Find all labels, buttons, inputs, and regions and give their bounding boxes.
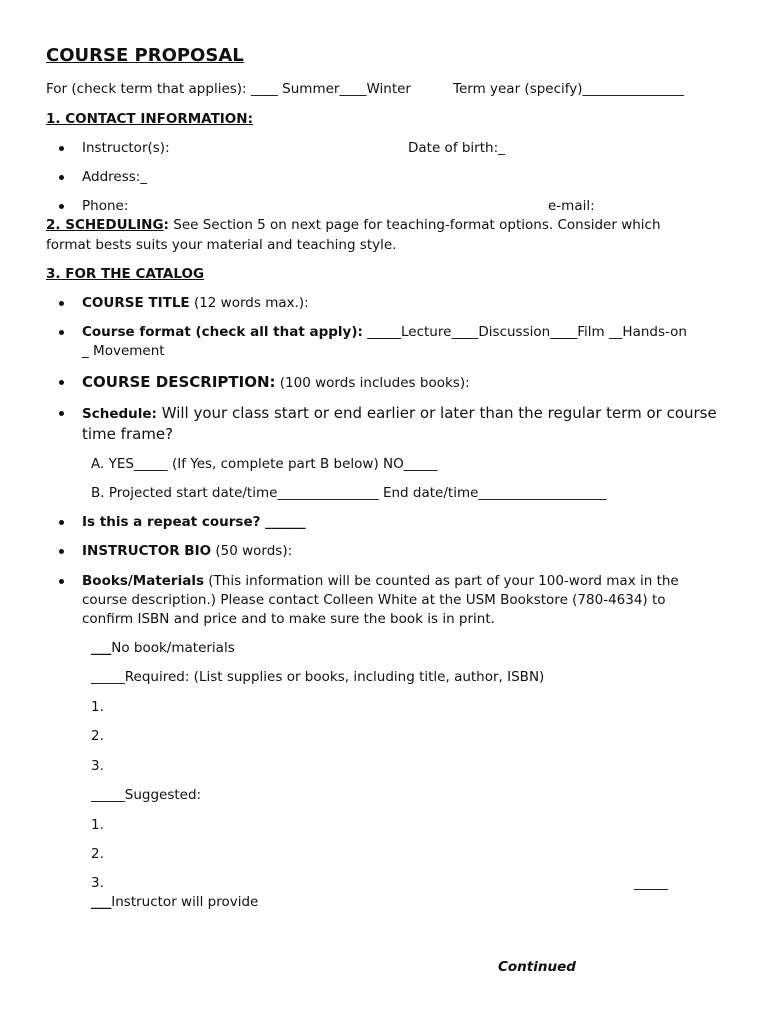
schedule-option-a: A. YES_____ (If Yes, complete part B below) NO_____	[91, 456, 438, 472]
books-row-1	[82, 572, 679, 591]
bullet	[59, 380, 64, 385]
schedule-row	[82, 404, 717, 424]
books-label: Books/Materials	[82, 573, 204, 589]
instructor-provide-row	[91, 893, 258, 912]
section2-text1: See Section 5 on next page for teaching-format options. Consider which	[168, 217, 661, 233]
repeat-course-label: Is this a repeat course? ______	[82, 514, 306, 530]
no-book-row	[91, 639, 235, 658]
bullet	[59, 549, 64, 554]
bullet	[59, 175, 64, 180]
course-description-note: (100 words includes books):	[275, 375, 470, 391]
section1-heading: 1. CONTACT INFORMATION:	[46, 111, 253, 127]
suggested-item-3: 3.	[91, 875, 104, 891]
course-description-label: COURSE DESCRIPTION:	[82, 373, 276, 391]
books-line-3: confirm ISBN and price and to make sure the book is in print.	[82, 611, 495, 627]
required-item-2: 2.	[91, 728, 104, 744]
schedule-question-1: Will your class start or end earlier or later than the regular term or course	[156, 404, 717, 422]
instructor-provide-label: Instructor will provide	[111, 894, 259, 910]
no-book-label: No book/materials	[111, 640, 235, 656]
schedule-question-2: time frame?	[82, 425, 174, 443]
suggested-item-2: 2.	[91, 846, 104, 862]
term-line	[46, 80, 411, 99]
required-item-1: 1.	[91, 699, 104, 715]
term-check-text: For (check term that applies): ____ Summer____Winter	[46, 81, 411, 97]
instructor-bio-row	[82, 542, 292, 561]
page-title: COURSE PROPOSAL	[46, 45, 244, 66]
suggested-item-1: 1.	[91, 817, 104, 833]
instructor-provide-blank: ___	[91, 894, 112, 910]
books-line-1: (This information will be counted as part of your 100-word max in the	[204, 573, 679, 589]
schedule-option-b: B. Projected start date/time_______________ End date/time___________________	[91, 485, 607, 501]
email-label: e-mail:	[548, 198, 595, 214]
instructor-label: Instructor(s):	[82, 140, 170, 156]
schedule-label: Schedule:	[82, 406, 157, 422]
course-title-row	[82, 294, 309, 313]
right-blank: _____	[634, 875, 668, 891]
course-format-options: _____Lecture____Discussion____Film __Hands-on	[362, 324, 687, 340]
instructor-bio-label: INSTRUCTOR BIO	[82, 543, 212, 559]
course-description-row	[82, 373, 470, 393]
suggested-row: _____Suggested:	[91, 787, 202, 803]
instructor-bio-note: (50 words):	[211, 543, 293, 559]
no-book-blank: ___	[91, 640, 112, 656]
bullet	[59, 146, 64, 151]
required-item-3: 3.	[91, 758, 104, 774]
bullet	[59, 520, 64, 525]
bullet	[59, 579, 64, 584]
bullet	[59, 301, 64, 306]
course-format-label: Course format (check all that apply):	[82, 324, 363, 340]
course-format-options-2: _ Movement	[82, 343, 165, 359]
bullet	[59, 204, 64, 209]
section3-heading: 3. FOR THE CATALOG	[46, 266, 205, 282]
section2-colon: :	[163, 217, 169, 233]
course-title-label: COURSE TITLE	[82, 295, 190, 311]
books-line-2: course description.) Please contact Colleen White at the USM Bookstore (780-4634) to	[82, 592, 666, 608]
section2-line1	[46, 216, 661, 235]
bullet	[59, 330, 64, 335]
course-format-row	[82, 323, 687, 342]
term-year-field: Term year (specify)_______________	[453, 81, 684, 97]
continued-label: Continued	[498, 959, 576, 975]
dob-label: Date of birth:_	[408, 140, 505, 156]
address-label: Address:_	[82, 169, 148, 185]
bullet	[59, 411, 64, 416]
section2-line2: format bests suits your material and teaching style.	[46, 237, 397, 253]
course-title-note: (12 words max.):	[189, 295, 309, 311]
section2-heading: 2. SCHEDULING	[46, 217, 164, 233]
required-row: _____Required: (List supplies or books, including title, author, ISBN)	[91, 669, 545, 685]
phone-label: Phone:	[82, 198, 129, 214]
